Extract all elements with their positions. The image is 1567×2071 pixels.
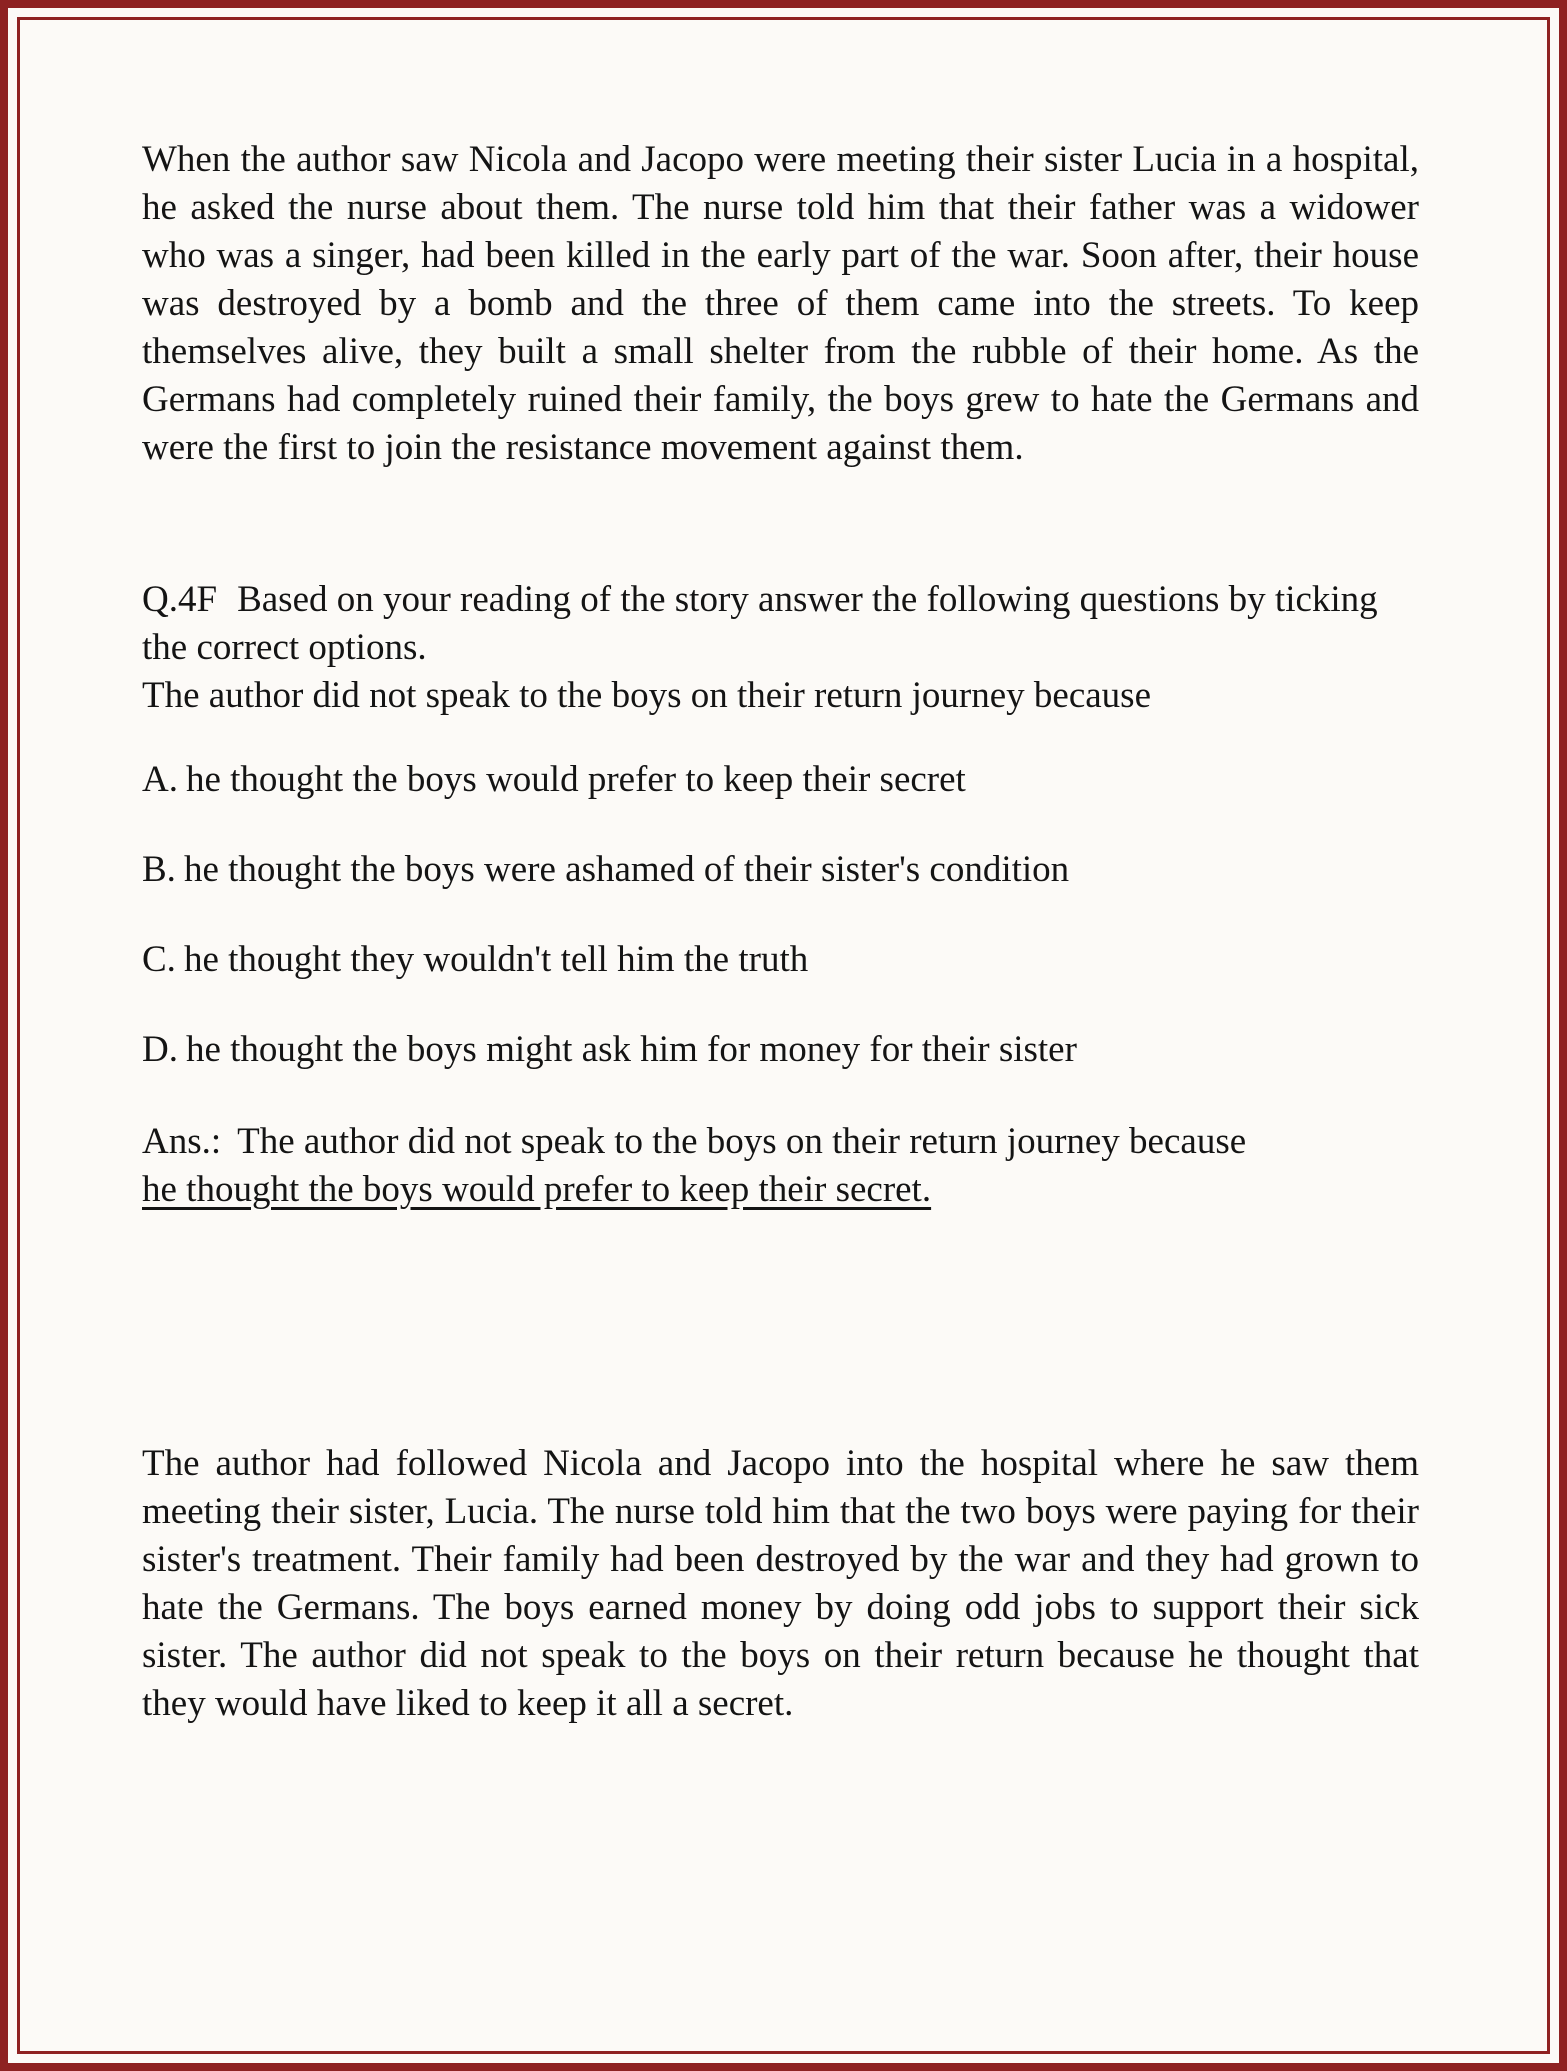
- option-b: [142, 846, 1419, 894]
- option-c-letter: C.: [142, 939, 176, 980]
- option-b-letter: B.: [142, 849, 176, 890]
- passage-paragraph: When the author saw Nicola and Jacopo were meeting their sister Lucia in a hospital, he asked the nurse about them. The nurse told him that their father was a widower who was a singer, had been killed in the early part of the war. Soon after, their house was destroyed by a bomb and the three of them came into the streets. To keep themselves alive, they built a small shelter from the rubble of their home. As the Germans had completely ruined their family, the boys grew to hate the Germans and were the first to join the resistance movement against them.: [142, 139, 1419, 468]
- summary-paragraph: The author had followed Nicola and Jacopo into the hospital where he saw them meeting their sister, Lucia. The nurse told him that the two boys were paying for their sister's treatment. Their family had been destroyed by the war and they had grown to hate the Germans. The boys earned money by doing odd jobs to support their sick sister. The author did not speak to the boys on their return because he thought that they would have liked to keep it all a secret.: [142, 1443, 1419, 1724]
- page-content: [8, 8, 1559, 1728]
- option-a-text: he thought the boys would prefer to keep their secret: [185, 759, 966, 800]
- option-d-letter: D.: [142, 1029, 178, 1070]
- option-a-letter: A.: [142, 759, 178, 800]
- question-stem: The author did not speak to the boys on their return journey because: [142, 675, 1151, 716]
- answer-plain-text: The author did not speak to the boys on their return journey because: [237, 1121, 1247, 1162]
- question-label: Q.4F: [142, 579, 218, 620]
- option-c: [142, 936, 1419, 984]
- answer-second-line: [142, 1166, 1419, 1214]
- option-c-text: he thought they wouldn't tell him the truth: [183, 939, 809, 980]
- question-block: [142, 576, 1419, 720]
- answer-underlined-text: he thought the boys would prefer to keep their secret.: [142, 1169, 932, 1210]
- question-instruction-line: [142, 576, 1419, 672]
- answer-label: Ans.:: [142, 1121, 222, 1162]
- option-a: [142, 756, 1419, 804]
- summary-block: [142, 1440, 1419, 1728]
- option-b-text: he thought the boys were ashamed of their sister's condition: [183, 849, 1070, 890]
- options-list: [142, 756, 1419, 1074]
- option-d: [142, 1026, 1419, 1074]
- option-d-text: he thought the boys might ask him for money for their sister: [185, 1029, 1077, 1070]
- question-instruction: Based on your reading of the story answer the following questions by ticking the correct options.: [142, 579, 1378, 668]
- answer-first-line: [142, 1118, 1419, 1166]
- answer-block: [142, 1118, 1419, 1214]
